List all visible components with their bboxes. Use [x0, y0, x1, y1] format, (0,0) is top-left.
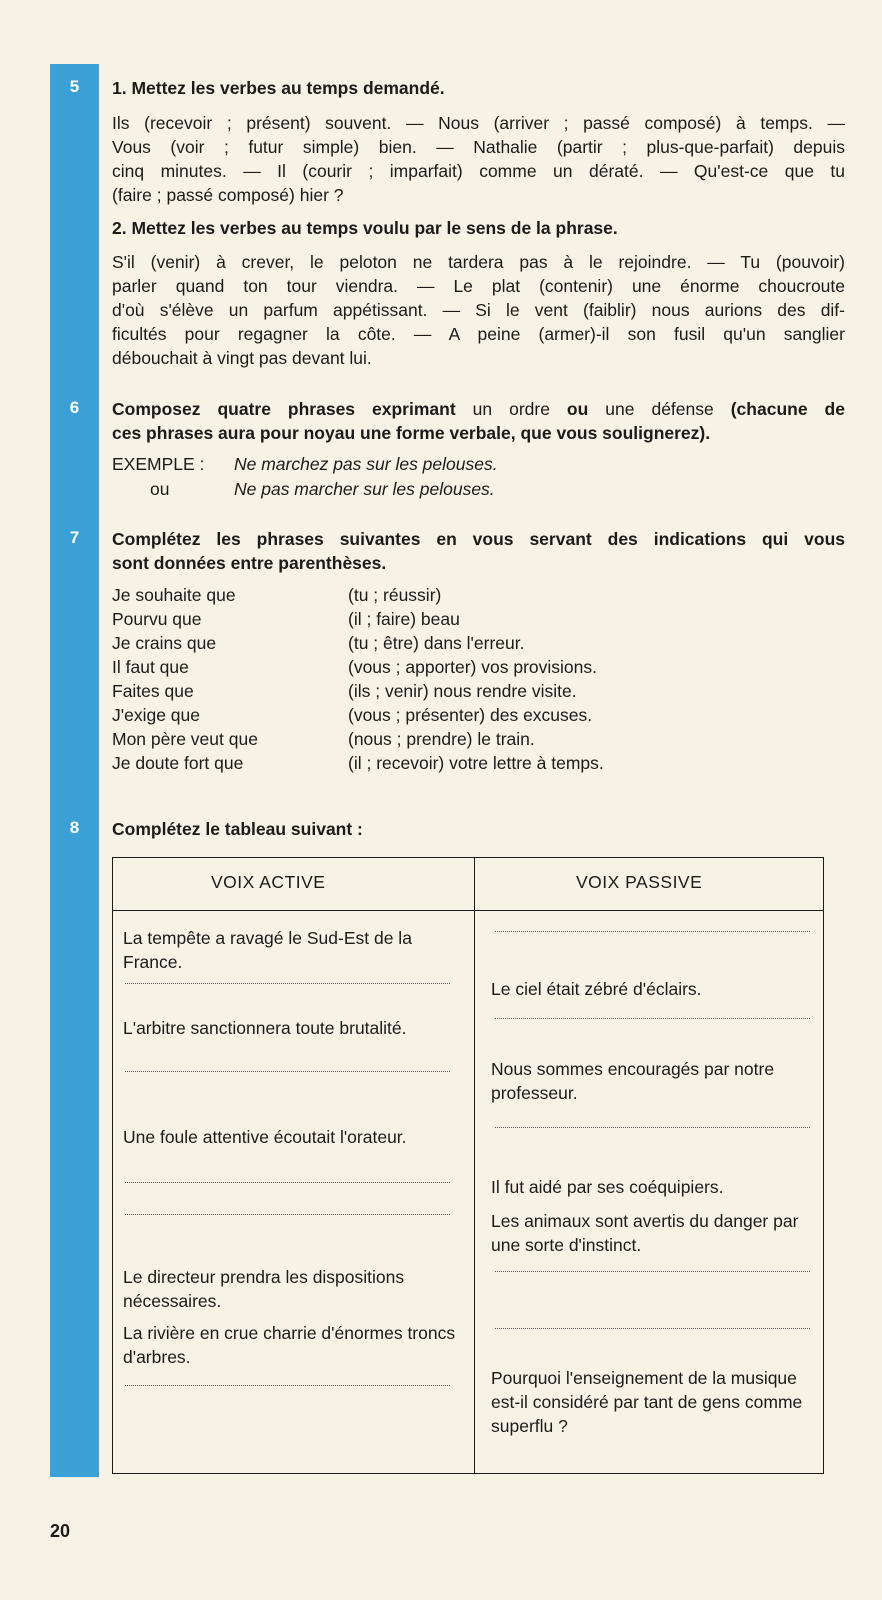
passive-sentence: Les animaux sont avertis du danger par une sorte d'instinct.	[491, 1211, 799, 1255]
sentence-hint: (nous ; prendre) le train.	[348, 729, 535, 749]
sentence-hint: (vous ; présenter) des excuses.	[348, 705, 593, 725]
active-sentence: Le directeur prendra les dispositions nécessaires.	[123, 1267, 405, 1311]
page-number: 20	[50, 1521, 71, 1541]
answer-blank[interactable]	[125, 983, 450, 984]
header-passive-voice: VOIX PASSIVE	[576, 872, 703, 892]
answer-blank[interactable]	[495, 1127, 810, 1128]
active-sentence: Une foule attentive écoutait l'orateur.	[123, 1127, 407, 1147]
answer-blank[interactable]	[125, 1182, 450, 1183]
instruction-part: ou	[566, 399, 589, 419]
answer-blank[interactable]	[495, 1271, 810, 1272]
sentence-start: Je doute fort que	[112, 753, 244, 773]
sentence-hint: (ils ; venir) nous rendre visite.	[348, 681, 577, 701]
table-column-divider	[474, 858, 475, 1473]
sentence-start: Il faut que	[112, 657, 189, 677]
exercise-5-q1-line-2: Vous (voir ; futur simple) bien. — Nathalie (partir ; plus-que-parfait) depuis	[112, 137, 845, 157]
exercise-6-instruction-line-1	[112, 397, 845, 421]
sentence-start: J'exige que	[112, 705, 200, 725]
active-sentence: La rivière en crue charrie d'énormes troncs d'arbres.	[123, 1323, 456, 1367]
answer-blank[interactable]	[125, 1071, 450, 1072]
exercise-5-q1-line-4: (faire ; passé composé) hier ?	[112, 185, 344, 205]
exercise-5-q1-title: 1. Mettez les verbes au temps demandé.	[112, 78, 445, 98]
passive-sentence: Il fut aidé par ses coéquipiers.	[491, 1177, 724, 1197]
answer-blank[interactable]	[495, 931, 810, 932]
sentence-start: Je crains que	[112, 633, 217, 653]
header-active-voice: VOIX ACTIVE	[211, 872, 326, 892]
sentence-hint: (vous ; apporter) vos provisions.	[348, 657, 597, 677]
exercise-6-instruction-line-2: ces phrases aura pour noyau une forme verbale, que vous soulignerez).	[112, 423, 711, 443]
passive-sentence: Le ciel était zébré d'éclairs.	[491, 979, 702, 999]
answer-blank[interactable]	[495, 1018, 810, 1019]
exercise-6-or-label: ou	[150, 479, 170, 499]
exercise-5-q1-line-1: Ils (recevoir ; présent) souvent. — Nous (arriver ; passé composé) à temps. —	[112, 113, 845, 133]
exercise-5-q2-line-4: ficultés pour regagner la côte. — A peine (armer)-il son fusil qu'un sanglier	[112, 324, 845, 344]
exercise-5-q2-line-3: d'où s'élève un parfum appétissant. — Si le vent (faiblir) nous aurions des dif-	[112, 300, 845, 320]
active-sentence: L'arbitre sanctionnera toute brutalité.	[123, 1018, 407, 1038]
instruction-part: Composez quatre phrases exprimant	[112, 399, 456, 419]
exercise-5-q2-line-2: parler quand ton tour viendra. — Le plat (contenir) une énorme choucroute	[112, 276, 845, 296]
passive-sentence: Pourquoi l'enseignement de la musique est-il considéré par tant de gens comme superflu ?	[491, 1368, 803, 1436]
exercise-number-5: 5	[69, 77, 80, 96]
exercise-6-example-2: Ne pas marcher sur les pelouses.	[234, 479, 495, 499]
exercise-6-example-label: EXEMPLE :	[112, 454, 205, 474]
exercise-8-title: Complétez le tableau suivant :	[112, 819, 363, 839]
instruction-part: une défense	[605, 399, 714, 419]
voice-table	[112, 857, 824, 1474]
exercise-5-q2-line-1: S'il (venir) à crever, le peloton ne tardera pas à le rejoindre. — Tu (pouvoir)	[112, 252, 845, 272]
sentence-start: Faites que	[112, 681, 194, 701]
answer-blank[interactable]	[125, 1385, 450, 1386]
instruction-part: (chacune de	[730, 399, 845, 419]
passive-sentence: Nous sommes encouragés par notre professeur.	[491, 1059, 775, 1103]
exercise-5-q2-line-5: débouchait à vingt pas devant lui.	[112, 348, 372, 368]
table-header-divider	[113, 910, 823, 911]
sentence-hint: (tu ; être) dans l'erreur.	[348, 633, 525, 653]
answer-blank[interactable]	[125, 1214, 450, 1215]
exercise-5-q2-title: 2. Mettez les verbes au temps voulu par le sens de la phrase.	[112, 218, 618, 238]
exercise-sidebar-stripe	[50, 64, 99, 1477]
exercise-6-example-1: Ne marchez pas sur les pelouses.	[234, 454, 498, 474]
sentence-start: Mon père veut que	[112, 729, 258, 749]
sentence-hint: (tu ; réussir)	[348, 585, 442, 605]
exercise-7-title-line-2: sont données entre parenthèses.	[112, 553, 387, 573]
sentence-start: Je souhaite que	[112, 585, 236, 605]
exercise-5-q1-line-3: cinq minutes. — Il (courir ; imparfait) comme un dératé. — Qu'est-ce que tu	[112, 161, 845, 181]
sentence-start: Pourvu que	[112, 609, 202, 629]
sentence-hint: (il ; faire) beau	[348, 609, 460, 629]
exercise-number-8: 8	[69, 818, 80, 837]
sentence-hint: (il ; recevoir) votre lettre à temps.	[348, 753, 604, 773]
instruction-part: un ordre	[472, 399, 550, 419]
exercise-number-6: 6	[69, 398, 80, 417]
exercise-7-title-line-1: Complétez les phrases suivantes en vous servant des indications qui vous	[112, 529, 845, 549]
exercise-number-7: 7	[69, 528, 80, 547]
active-sentence: La tempête a ravagé le Sud-Est de la France.	[123, 928, 412, 972]
answer-blank[interactable]	[495, 1328, 810, 1329]
